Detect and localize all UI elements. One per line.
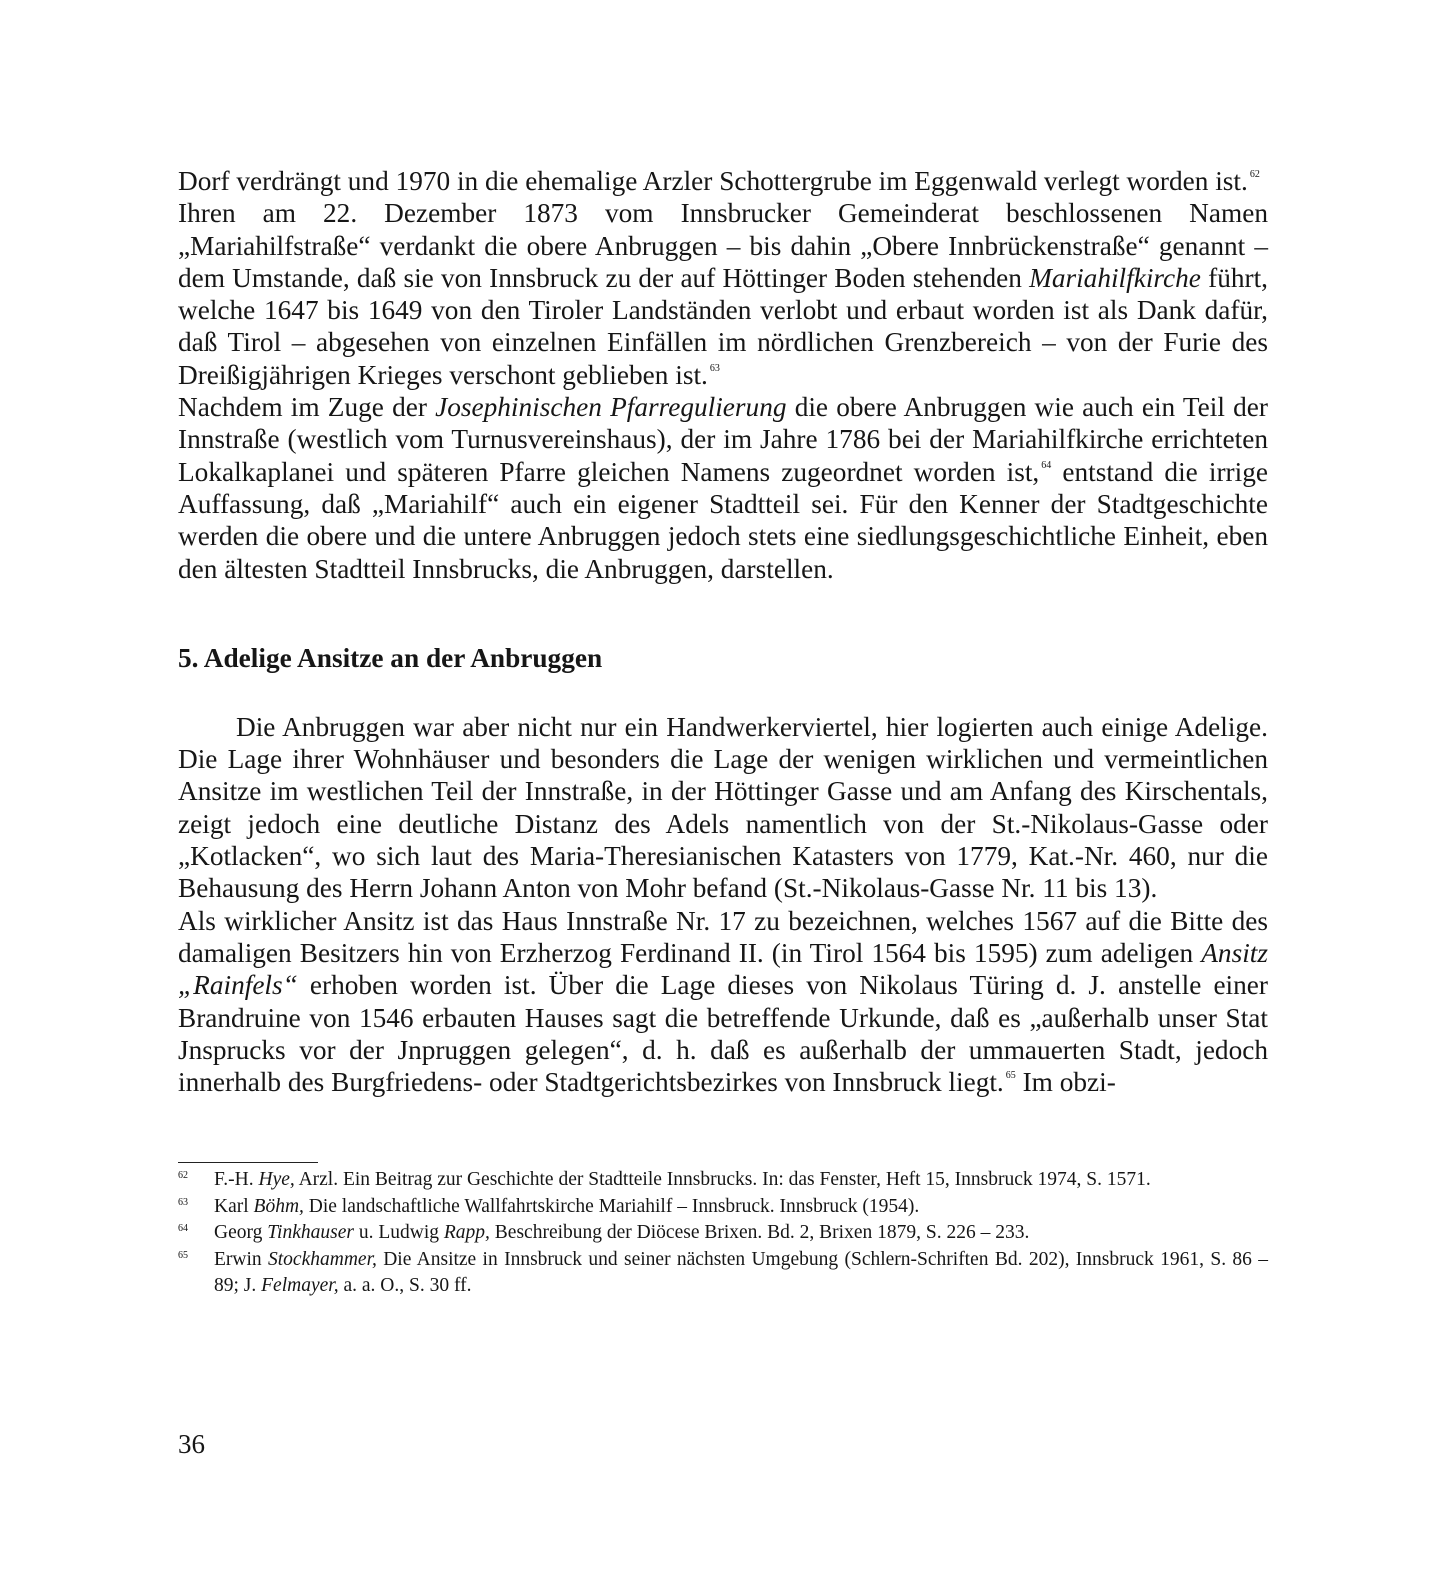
footnote-number: 62 (178, 1170, 188, 1181)
footnote-ref-64[interactable]: 64 (1041, 459, 1052, 471)
paragraph-3 (178, 391, 1268, 585)
italic-term: Josephinischen Pfarregulierung (435, 392, 787, 423)
footnote-segment: Erwin (214, 1248, 269, 1270)
footnote-text (214, 1167, 1268, 1194)
footnote-segment: Die Ansitze in Innsbruck und seiner nächsten Umgebung (Schlern-Schriften Bd. 202), Innsbruck 1961, S. 86 – 89; J. (214, 1248, 1269, 1296)
footnote-text (214, 1220, 1268, 1247)
paragraph-text: Die Anbruggen war aber nicht nur ein Handwerkerviertel, hier logierten auch einige Adelige. Die Lage ihrer Wohnhäuser und besonders die Lage der wenigen wirklichen und vermeintlichen Ansitze im westlichen Teil der Innstraße, in der Höttinger Gasse und am Anfang des Kirschentals, zeigt jedoch eine deutliche Distanz des Adels namentlich von der St.-Nikolaus-Gasse oder „Kotlacken“, wo sich laut des Maria-Theresianischen Katasters von 1779, Kat.-Nr. 460, nur die Behausung des Herrn Johann Anton von Mohr befand (St.-Nikolaus-Gasse Nr. 11 bis 13). (178, 711, 1268, 904)
footnote-segment: u. Ludwig (353, 1222, 444, 1243)
footnote-64 (178, 1220, 1268, 1247)
paragraph-text: Im obzi- (1015, 1067, 1116, 1098)
footnote-number: 65 (178, 1249, 188, 1261)
footnote-62 (178, 1167, 1268, 1194)
paragraph-text: Als wirklicher Ansitz ist das Haus Innstraße Nr. 17 zu bezeichnen, welches 1567 auf die Bitte des damaligen Besitzers hin von Erzherzog Ferdinand II. (in Tirol 1564 bis 1595) zum adeligen (178, 905, 1268, 968)
page-number: 36 (178, 1429, 205, 1459)
footnote-segment: Georg (214, 1222, 268, 1243)
paragraph-4 (178, 711, 1268, 905)
footnote-segment: Die landschaftliche Wallfahrtskirche Mariahilf – Innsbruck. Innsbruck (1954). (303, 1195, 920, 1217)
footnote-number: 63 (178, 1196, 188, 1208)
footnote-author: Hye, (258, 1169, 295, 1190)
paragraph-text: erhoben worden ist. Über die Lage dieses von Nikolaus Türing d. J. anstelle einer Brandruine von 1546 erbauten Hauses sagt die betreffende Urkunde, daß es „außerhalb unser Stat Jnsprucks vor der Jnpruggen gelegen“, d. h. daß es außerhalb der ummauerten Stadt, jedoch innerhalb des Burgfriedens- oder Stadtgerichtsbezirkes von Innsbruck liegt. (178, 970, 1268, 1098)
footnote-65 (178, 1247, 1268, 1300)
footnote-63 (178, 1194, 1268, 1221)
paragraph-text: Ihren am 22. Dezember 1873 vom Innsbrucker Gemeinderat beschlossenen Namen „Mariahilfstraße“ verdankt die obere Anbruggen – bis dahin „Obere Innbrückenstraße“ genannt – dem Umstande, daß sie von Innsbruck zu der auf Höttinger Boden stehenden (178, 198, 1268, 293)
paragraph-text: entstand die irrige Auffassung, daß „Mariahilf“ auch ein eigener Stadtteil sei. Für den Kenner der Stadtgeschichte werden die obere und die untere Anbruggen jedoch stets eine siedlungsgeschichtliche Einheit, eben den ältesten Stadtteil Innsbrucks, die Anbruggen, darstellen. (178, 456, 1268, 584)
footnote-segment: Arzl. Ein Beitrag zur Geschichte der Stadtteile Innsbrucks. In: das Fenster, Heft 15, Innsbruck 1974, S. 1571. (294, 1169, 1151, 1190)
footnote-author: Rapp, (443, 1222, 490, 1243)
footnote-ref-62[interactable]: 62 (1249, 169, 1260, 180)
footnote-segment: Karl (214, 1195, 254, 1217)
paragraph-5 (178, 905, 1268, 1099)
paragraph-text: Dorf verdrängt und 1970 in die ehemalige Arzler Schottergrube im Eggenwald verlegt worden ist. (178, 166, 1248, 196)
paragraph-2 (178, 197, 1268, 391)
paragraph-text: führt, welche 1647 bis 1649 von den Tiroler Landständen verlobt und erbaut worden ist als Dank dafür, daß Tirol – abgesehen von einzelnen Einfällen im nördlichen Grenzbereich – von der Furie des Dreißigjährigen Krieges verschont geblieben ist. (178, 262, 1268, 390)
footnote-text (214, 1194, 1268, 1221)
footnote-ref-63[interactable]: 63 (709, 362, 720, 374)
footnote-segment: F.-H. (214, 1169, 259, 1190)
footnote-author: Böhm, (253, 1195, 304, 1217)
section-heading: 5. Adelige Ansitze an der Anbruggen (178, 642, 603, 673)
footnote-segment: Beschreibung der Diöcese Brixen. Bd. 2, Brixen 1879, S. 226 – 233. (489, 1222, 1030, 1243)
footnote-text (214, 1247, 1268, 1300)
italic-term: Ansitz „Rainfels“ (178, 937, 1268, 1001)
footnote-segment: a. a. O., S. 30 ff. (338, 1275, 472, 1296)
footnote-divider (178, 1162, 318, 1163)
main-text (178, 165, 1268, 1098)
footnote-ref-65[interactable]: 65 (1005, 1070, 1016, 1082)
footnote-author: Felmayer, (261, 1275, 339, 1296)
footnote-author: Stockhammer, (268, 1248, 377, 1270)
italic-term: Mariahilfkirche (1029, 262, 1201, 293)
footnotes (178, 1162, 1268, 1300)
footnote-author: Tinkhauser (267, 1222, 354, 1243)
paragraph-text: die obere Anbruggen wie auch ein Teil der Innstraße (westlich vom Turnusvereinshaus), der im Jahre 1786 bei der Mariahilfkirche errichteten Lokalkaplanei und späteren Pfarre gleichen Namens zugeordnet worden ist, (178, 392, 1268, 487)
paragraph-text: Nachdem im Zuge der (178, 392, 436, 423)
footnote-number: 64 (178, 1223, 188, 1234)
paragraph-1 (178, 165, 1268, 197)
